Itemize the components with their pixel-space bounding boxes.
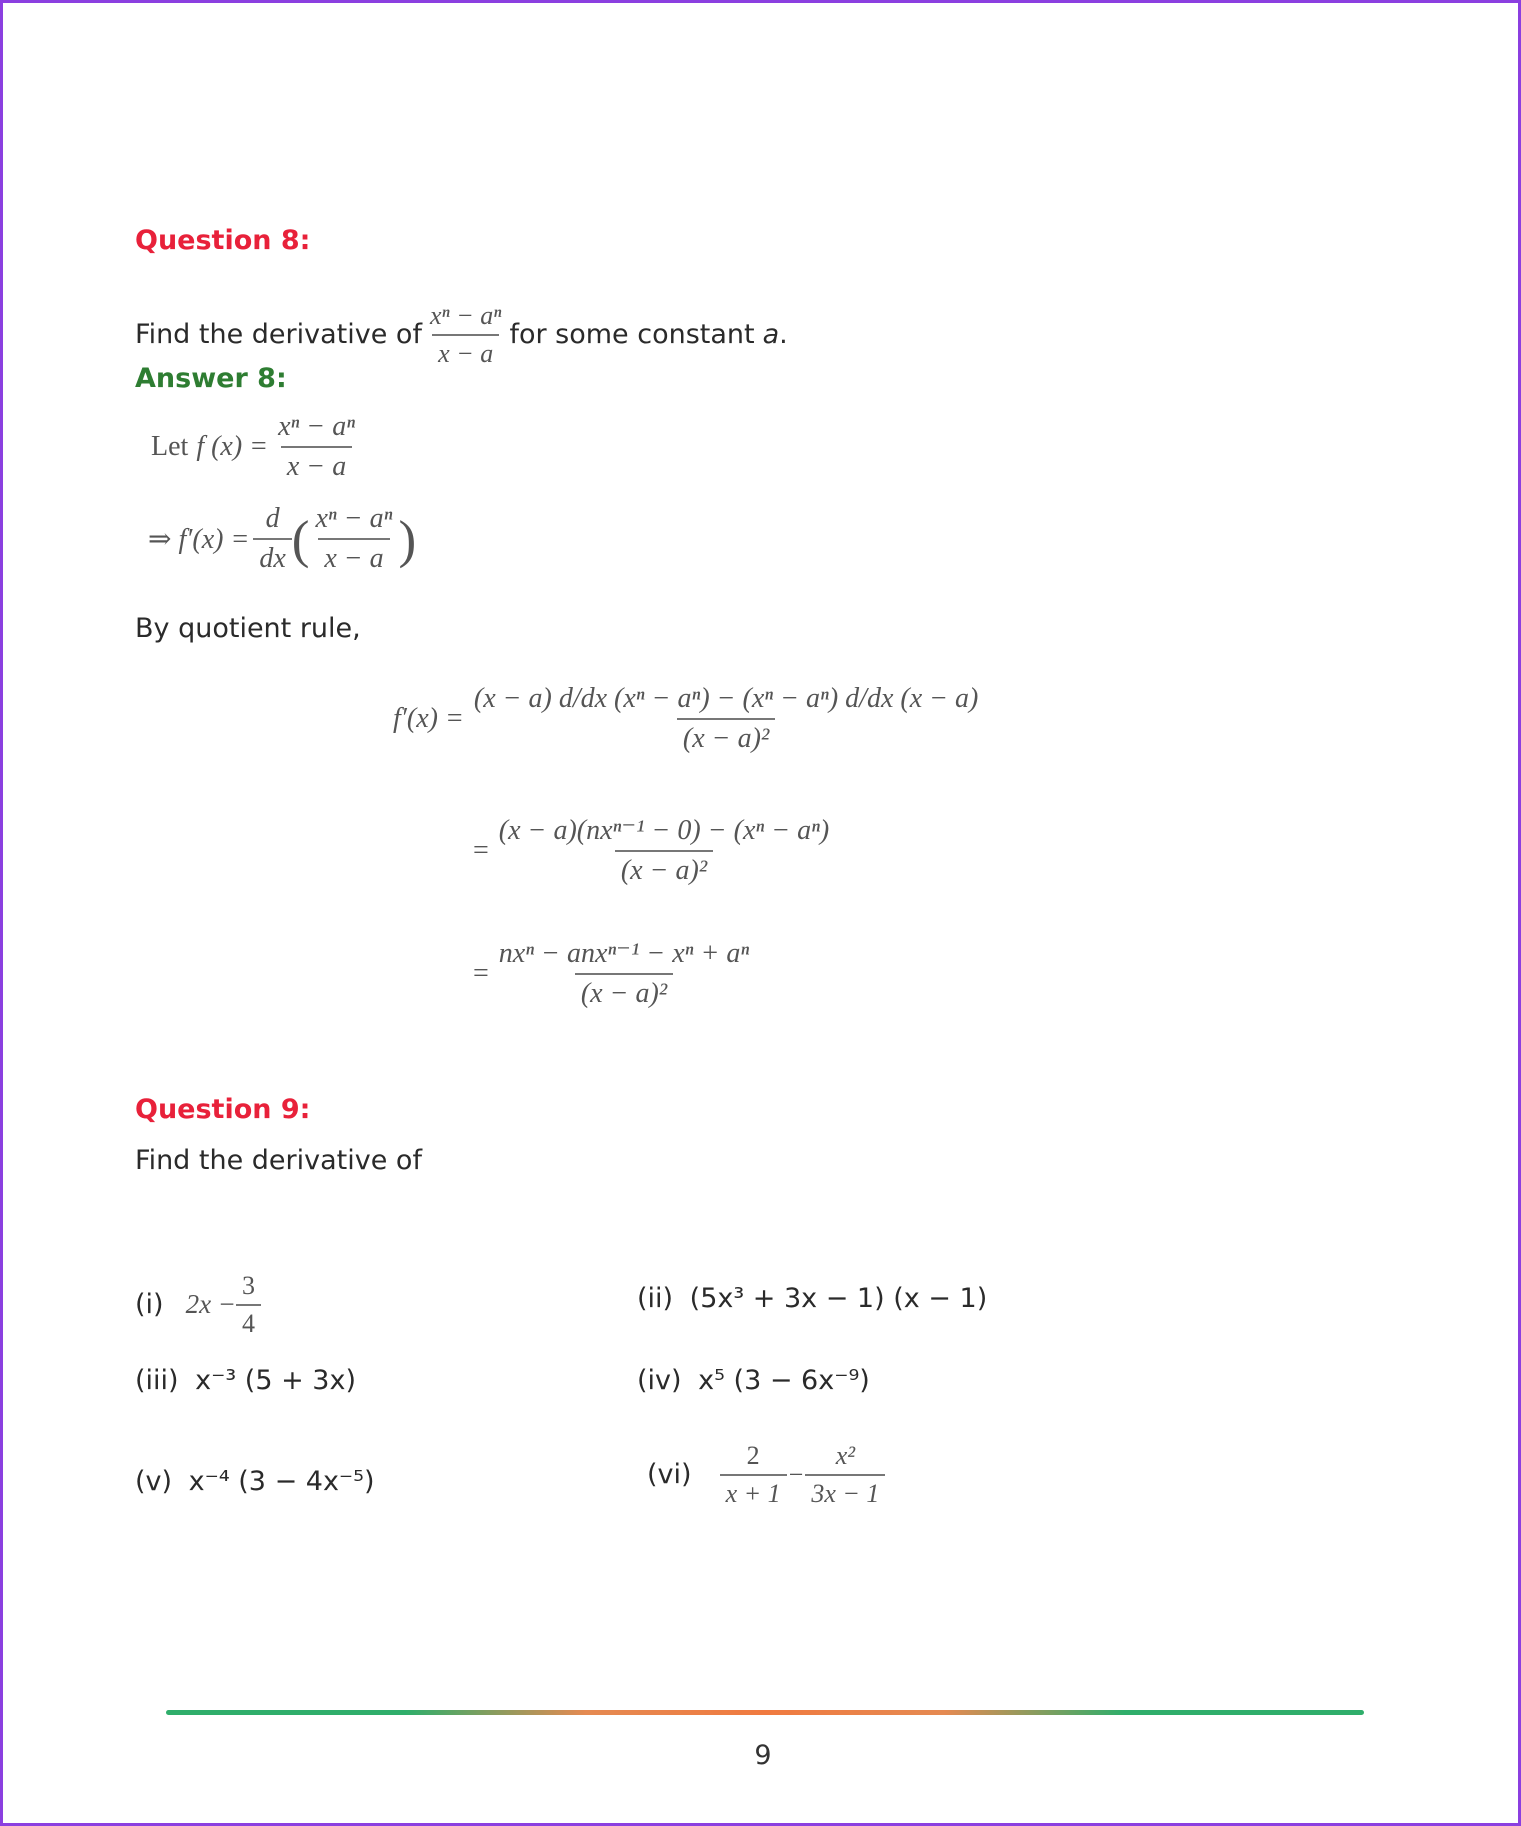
step1-numerator: (x − a) d/dx (xⁿ − aⁿ) − (xⁿ − aⁿ) d/dx (x − a) <box>473 683 979 714</box>
prompt-constant: a <box>762 319 780 351</box>
q9-item-vi-f1-numerator: 2 <box>746 1441 760 1470</box>
right-paren: ) <box>398 509 417 569</box>
step2-numerator: (x − a)(nxⁿ⁻¹ − 0) − (xⁿ − aⁿ) <box>498 815 830 846</box>
step3-eq: = <box>473 958 489 990</box>
q9-item-vi-fraction-1 <box>720 1441 787 1509</box>
step2-fraction <box>493 815 835 887</box>
q9-item-v-label: (v) <box>135 1466 173 1497</box>
q9-item-i-expr: 2x − <box>185 1289 237 1320</box>
step3-numerator: nxⁿ − anxⁿ⁻¹ − xⁿ + aⁿ <box>498 938 750 969</box>
derivative-setup <box>148 503 416 575</box>
arrow-lhs: ⇒ f′(x) = <box>148 524 250 556</box>
q9-item-i-numerator: 3 <box>242 1271 256 1300</box>
quotient-step-1 <box>393 683 984 755</box>
d-numerator: d <box>265 503 280 534</box>
question-8-prompt <box>135 301 788 369</box>
quotient-step-2 <box>473 815 835 887</box>
q9-item-i <box>135 1271 261 1339</box>
q9-item-v <box>135 1466 375 1497</box>
q9-item-vi-operator: − <box>788 1459 804 1489</box>
quotient-rule-text: By quotient rule, <box>135 613 361 644</box>
q9-item-iii-label: (iii) <box>135 1365 179 1396</box>
q9-item-iv <box>637 1365 870 1396</box>
step3-denominator: (x − a)² <box>575 973 673 1010</box>
step1-denominator: (x − a)² <box>677 718 775 755</box>
d-denominator: dx <box>253 538 291 575</box>
q9-item-vi-f2-denominator: 3x − 1 <box>805 1474 885 1509</box>
setup-fraction-numerator: xⁿ − aⁿ <box>315 503 393 534</box>
q9-item-iii <box>135 1365 356 1396</box>
step2-eq: = <box>473 835 489 867</box>
question-9-prompt: Find the derivative of <box>135 1145 422 1176</box>
step1-lhs: f′(x) = <box>393 703 464 735</box>
q9-item-i-fraction <box>236 1271 261 1339</box>
question-8-heading: Question 8: <box>135 225 311 256</box>
q9-item-ii <box>637 1283 987 1314</box>
q9-item-i-label: (i) <box>135 1289 164 1321</box>
q9-item-vi-fraction-2 <box>805 1441 885 1509</box>
q9-item-i-denominator: 4 <box>236 1304 261 1339</box>
q9-item-v-expr: x⁻⁴ (3 − 4x⁻⁵) <box>188 1466 375 1497</box>
prompt-text-after: for some constant <box>509 319 755 351</box>
let-prefix: Let <box>151 431 189 463</box>
prompt-fraction-numerator: xⁿ − aⁿ <box>429 301 502 330</box>
step3-fraction <box>493 938 755 1010</box>
answer-8-heading: Answer 8: <box>135 363 287 394</box>
d-dx-operator <box>253 503 291 575</box>
let-fraction-numerator: xⁿ − aⁿ <box>278 411 356 442</box>
left-paren: ( <box>291 509 310 569</box>
q9-item-ii-expr: (5x³ + 3x − 1) (x − 1) <box>689 1283 988 1314</box>
quotient-step-3 <box>473 938 755 1010</box>
prompt-period: . <box>779 319 788 351</box>
prompt-fraction <box>424 301 507 369</box>
let-equation <box>151 411 361 483</box>
let-fraction <box>272 411 361 483</box>
q9-item-iii-expr: x⁻³ (5 + 3x) <box>195 1365 356 1396</box>
step1-fraction <box>468 683 984 755</box>
let-lhs: f (x) = <box>196 431 269 463</box>
question-9-heading: Question 9: <box>135 1094 311 1125</box>
q9-item-vi <box>647 1441 885 1509</box>
footer-divider <box>166 1710 1364 1715</box>
q9-item-ii-label: (ii) <box>637 1283 674 1314</box>
page-number: 9 <box>754 1740 772 1771</box>
setup-fraction <box>310 503 399 575</box>
q9-item-iv-label: (iv) <box>637 1365 682 1396</box>
q9-item-vi-f2-numerator: x² <box>835 1441 856 1470</box>
step2-denominator: (x − a)² <box>615 850 713 887</box>
let-fraction-denominator: x − a <box>281 446 352 483</box>
prompt-fraction-denominator: x − a <box>432 334 499 369</box>
q9-item-vi-f1-denominator: x + 1 <box>720 1474 787 1509</box>
prompt-text-before: Find the derivative of <box>135 319 422 351</box>
q9-item-vi-label: (vi) <box>647 1459 692 1491</box>
q9-item-iv-expr: x⁵ (3 − 6x⁻⁹) <box>698 1365 870 1396</box>
setup-fraction-denominator: x − a <box>318 538 389 575</box>
